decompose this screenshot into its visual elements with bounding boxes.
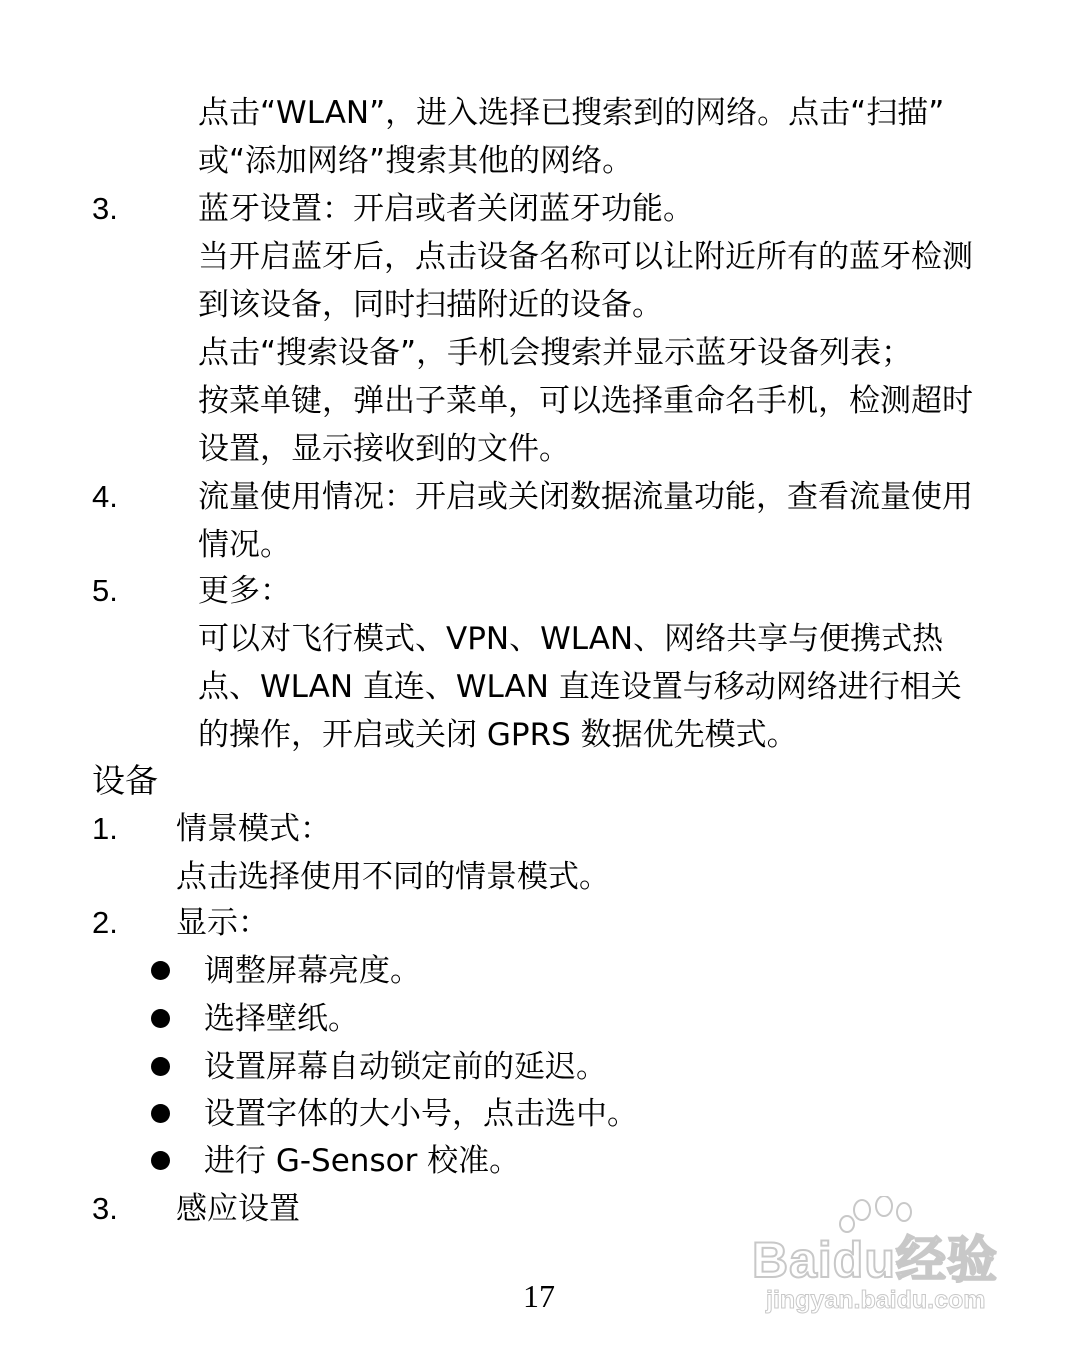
data-usage-text-line-1: 流量使用情况：开启或关闭数据流量功能，查看流量使用 <box>198 479 973 515</box>
bullet-item-gsensor: 进行 G-Sensor 校准。 <box>204 1143 521 1179</box>
bluetooth-text-line-1: 当开启蓝牙后，点击设备名称可以让附近所有的蓝牙检测 <box>198 239 973 275</box>
item-number-data-usage: 4. <box>92 479 118 514</box>
device-item-title-scene-mode: 情景模式： <box>176 811 331 847</box>
more-text-line-3: 的操作，开启或关闭 GPRS 数据优先模式。 <box>198 717 798 753</box>
bullet-dot <box>151 1057 170 1076</box>
network-text-line-2: 或“添加网络”搜索其他的网络。 <box>198 143 634 179</box>
network-text-line-1: 点击“WLAN”，进入选择已搜索到的网络。点击“扫描” <box>198 95 945 131</box>
section-heading-device: 设备 <box>92 761 158 800</box>
baidu-watermark <box>752 1196 1022 1326</box>
more-title: 更多： <box>198 573 291 609</box>
device-item-number-2: 2. <box>92 905 118 940</box>
device-item-title-display: 显示： <box>176 905 269 941</box>
bullet-dot <box>151 1009 170 1028</box>
device-item-title-sensor: 感应设置 <box>176 1191 300 1227</box>
item-number-bluetooth: 3. <box>92 191 118 226</box>
bullet-dot <box>151 1104 170 1123</box>
device-item-number-3: 3. <box>92 1191 118 1226</box>
bullet-dot <box>151 961 170 980</box>
page-number: 17 <box>523 1278 555 1314</box>
bluetooth-text-line-2: 到该设备，同时扫描附近的设备。 <box>198 287 663 323</box>
bluetooth-text-line-4: 按菜单键，弹出子菜单，可以选择重命名手机，检测超时 <box>198 383 973 419</box>
watermark-url: jingyan.baidu.com <box>766 1286 986 1314</box>
bullet-item-wallpaper: 选择壁纸。 <box>204 1001 359 1037</box>
more-text-line-1: 可以对飞行模式、VPN、WLAN、网络共享与便携式热 <box>198 621 944 657</box>
bluetooth-text-line-5: 设置，显示接收到的文件。 <box>198 431 570 467</box>
more-text-line-2: 点、WLAN 直连、WLAN 直连设置与移动网络进行相关 <box>198 669 962 705</box>
bullet-item-font-size: 设置字体的大小号，点击选中。 <box>204 1096 638 1132</box>
data-usage-text-line-2: 情况。 <box>198 527 291 563</box>
bluetooth-text-line-3: 点击“搜索设备”，手机会搜索并显示蓝牙设备列表； <box>198 335 913 371</box>
bullet-dot <box>151 1151 170 1170</box>
watermark-logo-text: Baidu经验 <box>752 1232 998 1288</box>
item-number-more: 5. <box>92 573 118 608</box>
bullet-item-lock-delay: 设置屏幕自动锁定前的延迟。 <box>204 1049 607 1085</box>
device-item-desc-scene-mode: 点击选择使用不同的情景模式。 <box>176 859 610 895</box>
bluetooth-title: 蓝牙设置：开启或者关闭蓝牙功能。 <box>198 191 694 227</box>
bullet-item-brightness: 调整屏幕亮度。 <box>204 953 421 989</box>
device-item-number-1: 1. <box>92 811 118 846</box>
